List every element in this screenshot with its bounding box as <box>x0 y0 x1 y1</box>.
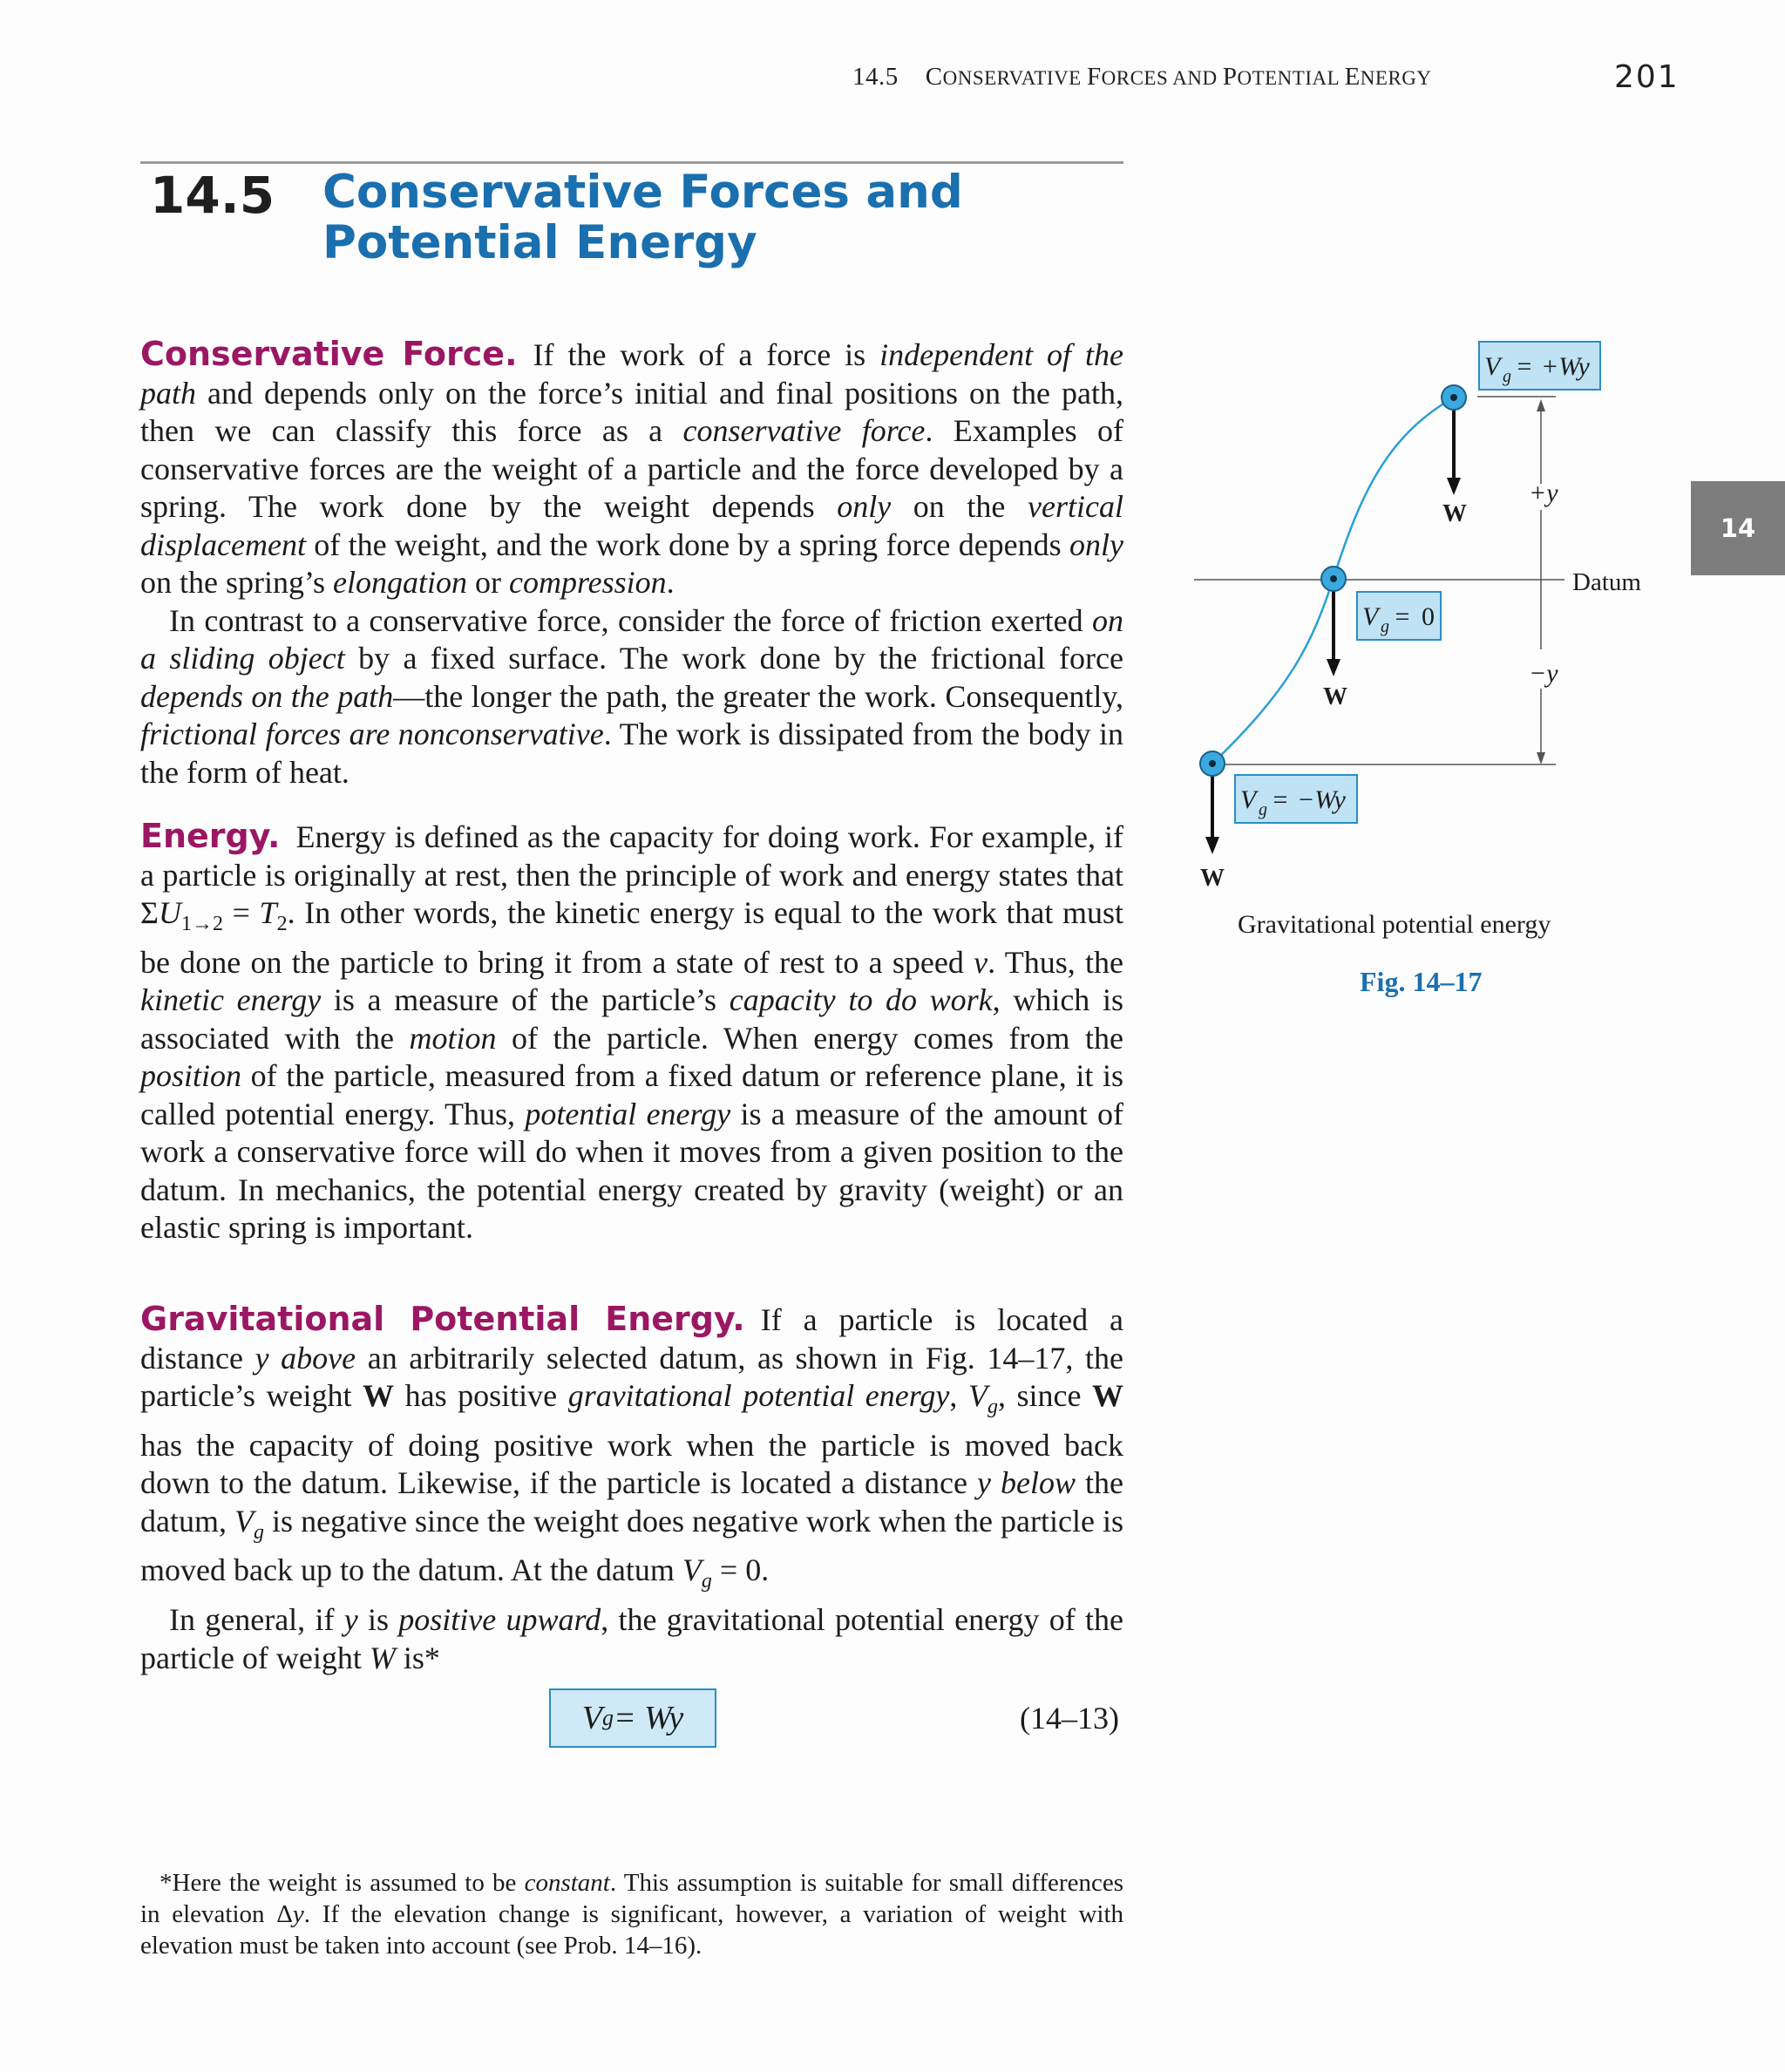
paragraph-conservative-force: Conservative Force. If the work of a force is independent of the path and depends only on the force’s initial and final positions on the path, then we can classify this force as a conservative force. Examples of conservative forces are the weight of a particle and the force developed by a spring. The work done by the weight depends only on the vertical displacement of the weight, and the work done by a spring force depends only on the spring’s elongation or compression. In contrast to a conservative force, consider the force of friction exerted on a sliding object by a fixed surface. The work done by the frictional force depends on the path—the longer the path, the greater the work. Consequently, frictional forces are nonconservative. The work is dissipated from the body in the form of heat. <box>140 336 1123 791</box>
run-in-heading-energy: Energy. <box>140 817 281 855</box>
run-in-heading-conservative: Conservative Force. <box>140 335 518 373</box>
section-title-line2: Potential Energy <box>322 216 757 269</box>
label-bot-V: V <box>1240 785 1257 814</box>
paragraph-general: In general, if y is positive upward, the gravitational potential energy of the particle of weight W is* <box>140 1602 1123 1675</box>
equation-box: V g = Wy <box>549 1688 716 1748</box>
label-bot-eq: = <box>1266 785 1294 814</box>
page-number: 201 <box>1614 59 1680 95</box>
paragraph-gravitational: Gravitational Potential Energy. If a particle is located a distance y above an arbitrarily selected datum, as shown in Fig. 14–17, the particle’s weight W has positive gravitational potential energy, $V_g$, since W has the capacity of doing positive work when the particle is moved back down to the datum. Likewise, if the particle is located a distance y below the datum, $V_g$ is negative since the weight does negative work when the particle is moved back up to the datum. At the datum $V_g = 0$. In general, if y is positive upward, the gravitational potential energy of the particle of weight W is* <box>140 1301 1123 1677</box>
label-top-eq: = <box>1510 352 1538 381</box>
weight-label-top: W <box>1442 500 1467 527</box>
label-bot-g: g <box>1259 800 1267 819</box>
paragraph-energy: Energy. Energy is defined as the capacity for doing work. For example, if a particle is originally at rest, then the principle of work and energy states that $\Sigma U_{1\to 2} = T_2$. In other words, the kinetic energy is equal to the work that must be done on the particle to bring it from a state of rest to a speed v. Thus, the kinetic energy is a measure of the particle’s capacity to do work, which is associated with the motion of the particle. When energy comes from the position of the particle, measured from a fixed datum or reference plane, it is called potential energy. Thus, potential energy is a measure of the amount of work a conservative force will do when it moves from a given position to the datum. In mechanics, the potential energy created by gravity (weight) or an elastic spring is important. <box>140 817 1124 1246</box>
section-title-line1: Conservative Forces and <box>322 166 963 219</box>
section-number: 14.5 <box>150 166 275 225</box>
paragraph-friction: In contrast to a conservative force, consider the force of friction exerted on a sliding object by a fixed surface. The work done by the frictional force depends on the path—the longer the path, the greater the work. Consequently, frictional forces are nonconservative. The work is dissipated from the body in the form of heat. <box>140 602 1123 790</box>
label-mid-value: 0 <box>1422 602 1435 631</box>
dimension-arrow-bottom <box>1537 752 1545 764</box>
label-top-value: +Wy <box>1541 352 1590 381</box>
datum-label: Datum <box>1572 568 1641 596</box>
chapter-tab[interactable]: 14 <box>1691 481 1785 575</box>
weight-label-mid: W <box>1323 683 1347 710</box>
minus-y-label: −y <box>1529 659 1558 688</box>
particle-top-center <box>1450 394 1457 401</box>
run-in-heading-gravitational: Gravitational Potential Energy. <box>140 1300 745 1338</box>
running-head-section: 14.5 <box>852 63 899 91</box>
weight-label-bottom: W <box>1200 865 1225 892</box>
dimension-arrow-top <box>1537 399 1545 411</box>
label-mid-V: V <box>1362 602 1379 631</box>
label-top-g: g <box>1503 367 1511 386</box>
weight-arrow-top-head <box>1447 478 1461 495</box>
figure-label: Fig. 14–17 <box>1360 966 1483 997</box>
label-top-V: V <box>1484 352 1501 381</box>
footnote: *Here the weight is assumed to be constant. This assumption is suitable for small differences in elevation Δy. If the elevation change is significant, however, a variation of weight with elevation must be taken into account (see Prob. 14–16). <box>140 1869 1124 1960</box>
figure-caption: Gravitational potential energy <box>1238 910 1551 939</box>
plus-y-label: +y <box>1529 479 1558 507</box>
equation-number: (14–13) <box>1020 1701 1119 1736</box>
particle-mid-center <box>1330 575 1337 582</box>
running-head-title: CONSERVATIVE FORCES AND POTENTIAL ENERGY <box>925 63 1432 91</box>
weight-arrow-mid-head <box>1327 659 1340 676</box>
weight-arrow-bot-head <box>1205 837 1219 854</box>
work-energy-equation: $\Sigma U_{1\to 2} = T_2$ <box>140 895 288 936</box>
label-bot-value: −Wy <box>1297 785 1346 814</box>
label-mid-eq: = <box>1388 602 1416 631</box>
particle-bottom-center <box>1209 760 1216 767</box>
label-mid-g: g <box>1381 617 1389 636</box>
